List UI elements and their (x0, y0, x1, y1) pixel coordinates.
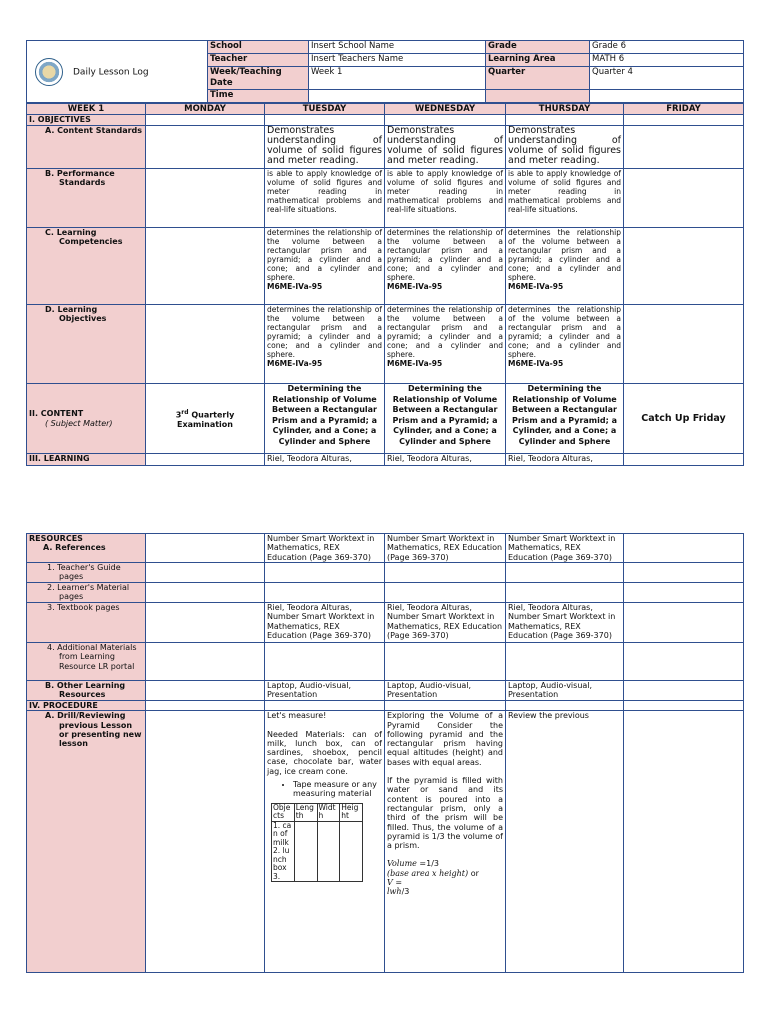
col-friday: FRIDAY (624, 104, 744, 115)
learning-wed: Riel, Teodora Alturas, (385, 454, 506, 466)
textbook-label: 3. Textbook pages (47, 603, 120, 612)
performance-standards-tue: is able to apply knowledge of volume of solid figures and meter reading in mathematical problems and real-life situations. (265, 169, 385, 228)
exam-text: Quarterly Examination (177, 410, 235, 429)
learners-material-label: 2. Learner's Material pages (47, 583, 130, 602)
formula-part: or (468, 868, 479, 878)
learning-thu: Riel, Teodora Alturas, (506, 454, 624, 466)
drill-tue-bullet: • Tape measure or any measuring material (293, 780, 382, 799)
competency-code: M6ME-IVa-95 (267, 282, 323, 291)
exam-ordinal: 3 (175, 410, 182, 420)
content-standards-row (27, 126, 744, 169)
formula-part: V = (387, 878, 403, 888)
learning-competencies-row (27, 228, 744, 305)
learners-material-row (27, 583, 744, 603)
learning-objectives-tue (265, 305, 385, 384)
competency-text: determines the relationship of the volume between a rectangular prism and a pyramid; a cylinder and a cone; and a cylinder and sphere. (387, 228, 503, 282)
performance-standards-wed: is able to apply knowledge of volume of solid figures and meter reading in mathematical problems and real-life situations. (385, 169, 506, 228)
learning-area-label: Learning Area (486, 54, 590, 67)
formula-part: /3 (401, 887, 410, 897)
objective-text: determines the relationship of the volume between a rectangular prism and a pyramid; a cylinder and a cone; and a cylinder and sphere. (508, 305, 621, 359)
learning-heading: III. LEARNING (27, 454, 146, 466)
textbook-thu: Riel, Teodora Alturas, Number Smart Worktext in Mathematics, REX Education (Page 369-370) (506, 603, 624, 643)
week-label: Week/Teaching Date (208, 67, 309, 90)
content-wed: Determining the Relationship of Volume Between a Rectangular Prism and a Pyramid; a Cylinder, and a Cone; a Cylinder and Sphere (385, 384, 506, 454)
content-standards-wed: Demonstrates understanding of volume of solid figures and meter reading. (385, 126, 506, 169)
measure-item-cell (272, 821, 295, 882)
performance-standards-row (27, 169, 744, 228)
references-wed: Number Smart Worktext in Mathematics, REX Education (Page 369-370) (385, 534, 506, 563)
drill-tue-bullets (267, 780, 382, 799)
column-header-row (27, 104, 744, 115)
log-title: Daily Lesson Log (73, 67, 149, 77)
drill-row (27, 711, 744, 973)
measure-item: 1. can of milk (273, 821, 292, 847)
header-title-cell (27, 41, 208, 103)
school-value: Insert School Name (309, 41, 486, 54)
drill-tue (265, 711, 385, 973)
additional-materials-label: 4. Additional Materials from Learning Resource LR portal (47, 643, 137, 671)
subject-matter-label: ( Subject Matter) (45, 418, 113, 428)
procedure-heading: IV. PROCEDURE (27, 701, 146, 711)
measure-col-width: Width (317, 803, 340, 821)
learning-competencies-tue (265, 228, 385, 305)
other-resources-thu: Laptop, Audio-visual, Presentation (506, 681, 624, 701)
resources-heading: RESOURCES (29, 534, 83, 543)
measure-col-objects: Objects (272, 803, 295, 821)
time-value (309, 90, 486, 103)
formula-part: Volume (387, 859, 417, 869)
col-monday: MONDAY (146, 104, 265, 115)
additional-materials-row (27, 643, 744, 681)
exam-ordinal-suffix: rd (181, 408, 189, 416)
content-standards-label: A. Content Standards (45, 126, 143, 135)
measure-col-length: Length (294, 803, 317, 821)
drill-wed-intro: Exploring the Volume of a Pyramid Consider the following pyramid and the rectangular prism having equal altitudes (height) and bases with equal areas. (387, 711, 503, 767)
learning-objectives-thu (506, 305, 624, 384)
learning-competencies-label: C. Learning Competencies (45, 228, 123, 247)
resources-heading-cell (27, 534, 146, 563)
formula-part: lwh (387, 887, 402, 897)
drill-tue-intro: Let's measure! (267, 711, 327, 721)
performance-standards-thu: is able to apply knowledge of volume of solid figures and meter reading in mathematical problems and real-life situations. (506, 169, 624, 228)
teacher-value: Insert Teachers Name (309, 54, 486, 67)
school-label: School (208, 41, 309, 54)
learning-competencies-wed (385, 228, 506, 305)
learning-competencies-thu (506, 228, 624, 305)
catch-up-friday: Catch Up Friday (624, 384, 744, 454)
lesson-table-1 (26, 103, 744, 466)
volume-formula (387, 859, 503, 896)
drill-wed (385, 711, 506, 973)
measure-item: 2. lunch box (273, 846, 290, 873)
measure-item: 3. (273, 871, 281, 881)
grade-value: Grade 6 (590, 41, 744, 54)
blank-label (486, 90, 590, 103)
objectives-heading: I. OBJECTIVES (27, 115, 146, 126)
competency-code: M6ME-IVa-95 (387, 282, 443, 291)
procedure-row (27, 701, 744, 711)
measure-table (271, 803, 363, 883)
textbook-tue: Riel, Teodora Alturas, Number Smart Worktext in Mathematics, REX Education (Page 369-370) (265, 603, 385, 643)
other-resources-tue: Laptop, Audio-visual, Presentation (265, 681, 385, 701)
objectives-row (27, 115, 744, 126)
measure-col-height: Height (340, 803, 363, 821)
content-standards-thu: Demonstrates understanding of volume of solid figures and meter reading. (506, 126, 624, 169)
content-heading: II. CONTENT (29, 409, 84, 419)
drill-wed-explanation: If the pyramid is filled with water or sand and its content is poured into a rectangular prism, only a third of the prism will be filled. Thus, the volume of a pyramid is 1/3 the volume of a prism. (387, 776, 503, 851)
textbook-wed: Riel, Teodora Alturas, Number Smart Worktext in Mathematics, REX Education (Page 369-370) (385, 603, 506, 643)
content-thu: Determining the Relationship of Volume Between a Rectangular Prism and a Pyramid; a Cylinder, and a Cone; a Cylinder and Sphere (506, 384, 624, 454)
other-resources-label: B. Other Learning Resources (45, 681, 126, 700)
learning-row (27, 454, 744, 466)
learning-objectives-label: D. Learning Objectives (45, 305, 107, 324)
drill-thu: Review the previous (506, 711, 624, 973)
formula-part: (base area x height) (387, 868, 469, 878)
deped-seal-icon (35, 58, 63, 86)
col-tuesday: TUESDAY (265, 104, 385, 115)
learning-tue: Riel, Teodora Alturas, (265, 454, 385, 466)
grade-label: Grade (486, 41, 590, 54)
col-thursday: THURSDAY (506, 104, 624, 115)
content-heading-cell (27, 384, 146, 454)
textbook-row (27, 603, 744, 643)
teachers-guide-row (27, 563, 744, 583)
references-thu: Number Smart Worktext in Mathematics, REX Education (Page 369-370) (506, 534, 624, 563)
teachers-guide-label: 1. Teacher's Guide pages (47, 563, 121, 582)
header-table (26, 40, 744, 103)
monday-exam (146, 384, 265, 454)
learning-area-value: MATH 6 (590, 54, 744, 67)
time-label: Time (208, 90, 309, 103)
teacher-label: Teacher (208, 54, 309, 67)
content-tue: Determining the Relationship of Volume Between a Rectangular Prism and a Pyramid; a Cylinder, and a Cone; a Cylinder and Sphere (265, 384, 385, 454)
references-label: A. References (43, 543, 106, 553)
learning-objectives-wed (385, 305, 506, 384)
performance-standards-label: B. Performance Standards (45, 169, 115, 188)
competency-code: M6ME-IVa-95 (508, 282, 564, 291)
objective-text: determines the relationship of the volume between a rectangular prism and a pyramid; a cylinder and a cone; and a cylinder and sphere. (387, 305, 503, 359)
references-tue: Number Smart Worktext in Mathematics, REX Education (Page 369-370) (265, 534, 385, 563)
lesson-table-2 (26, 533, 744, 973)
objective-code: M6ME-IVa-95 (387, 359, 443, 368)
content-standards-tue: Demonstrates understanding of volume of solid figures and meter reading. (265, 126, 385, 169)
competency-text: determines the relationship of the volume between a rectangular prism and a pyramid; a cylinder and a cone; and a cylinder and sphere. (508, 228, 621, 282)
references-row (27, 534, 744, 563)
drill-tue-materials: Needed Materials: can of milk, lunch box, can of sardines, shoebox, pencil case, chocolate bar, water jag, ice cream cone. (267, 729, 382, 776)
objective-code: M6ME-IVa-95 (267, 359, 323, 368)
other-resources-wed: Laptop, Audio-visual, Presentation (385, 681, 506, 701)
competency-text: determines the relationship of the volume between a rectangular prism and a pyramid; a cylinder and a cone; and a cylinder and sphere. (267, 228, 382, 282)
formula-part: =1/3 (416, 859, 440, 869)
content-row (27, 384, 744, 454)
col-week: WEEK 1 (27, 104, 146, 115)
quarter-label: Quarter (486, 67, 590, 90)
drill-label: A. Drill/Reviewing previous Lesson or presenting new lesson (45, 711, 142, 749)
objective-text: determines the relationship of the volume between a rectangular prism and a pyramid; a cylinder and a cone; and a cylinder and sphere. (267, 305, 382, 359)
week-value: Week 1 (309, 67, 486, 90)
learning-objectives-row (27, 305, 744, 384)
objective-code: M6ME-IVa-95 (508, 359, 564, 368)
blank-value (590, 90, 744, 103)
other-resources-row (27, 681, 744, 701)
col-wednesday: WEDNESDAY (385, 104, 506, 115)
quarter-value: Quarter 4 (590, 67, 744, 90)
